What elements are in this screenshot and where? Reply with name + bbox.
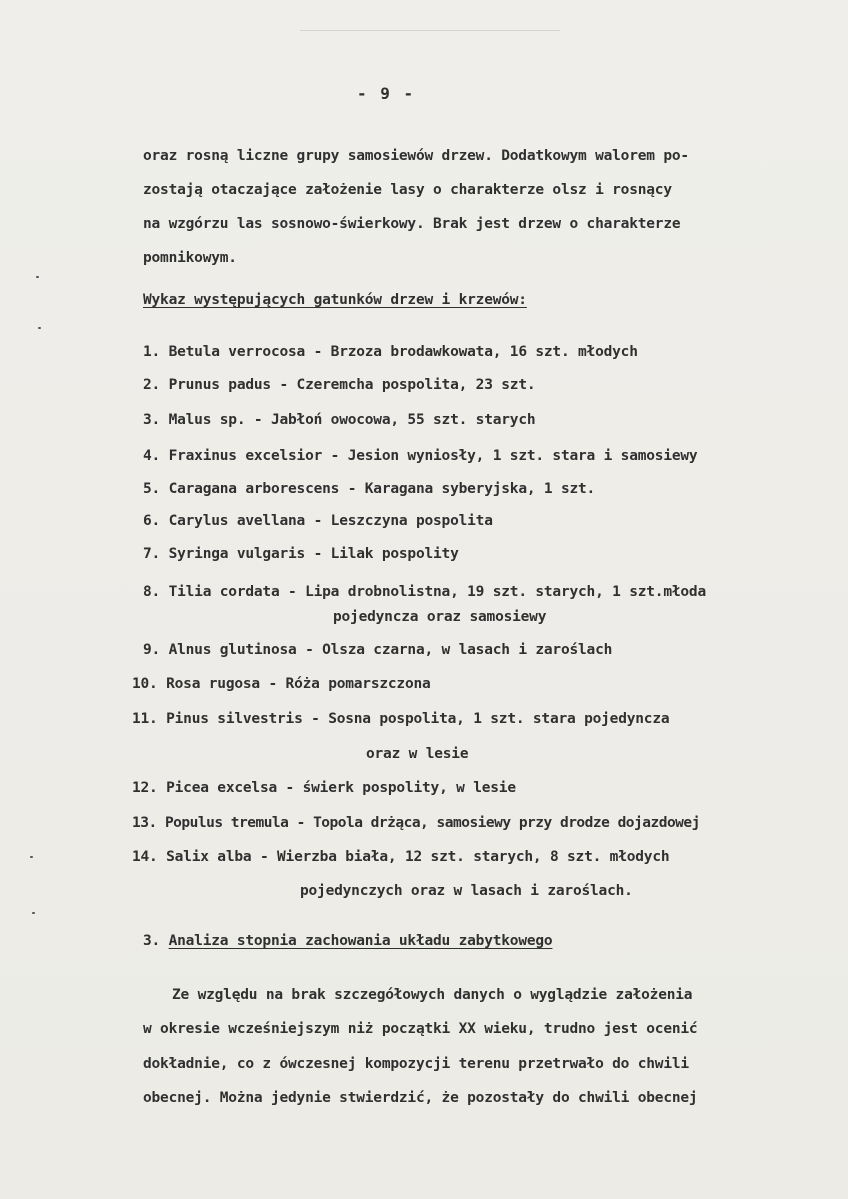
list-item-number: 10. bbox=[132, 676, 158, 692]
list-item bbox=[132, 780, 516, 796]
list-item-text: Picea excelsa - świerk pospolity, w lesie bbox=[166, 780, 516, 796]
list-item-text: Alnus glutinosa - Olsza czarna, w lasach i zaroślach bbox=[168, 642, 613, 658]
list-item-number: 13. bbox=[132, 815, 157, 831]
scan-speck bbox=[36, 276, 39, 278]
list-item bbox=[132, 676, 431, 692]
scan-speck bbox=[30, 856, 33, 858]
list-item bbox=[143, 377, 535, 393]
list-item-number: 14. bbox=[132, 849, 158, 865]
scan-edge-mark bbox=[300, 30, 560, 31]
list-item-number: 1. bbox=[143, 344, 161, 360]
list-item-number: 12. bbox=[132, 780, 158, 796]
list-item bbox=[143, 642, 612, 658]
list-item-text: Rosa rugosa - Róża pomarszczona bbox=[166, 676, 431, 692]
paragraph2-line-4: obecnej. Można jedynie stwierdzić, że pozostały do chwili obecnej bbox=[143, 1090, 698, 1106]
list-item-number: 7. bbox=[143, 546, 161, 562]
section-number: 3. bbox=[143, 933, 161, 949]
list-item-text: Tilia cordata - Lipa drobnolistna, 19 szt. starych, 1 szt.młoda bbox=[168, 584, 706, 600]
list-item bbox=[143, 344, 638, 360]
list-item-text: Prunus padus - Czeremcha pospolita, 23 szt. bbox=[168, 377, 536, 393]
list-item bbox=[132, 711, 669, 727]
list-item-text: Betula verrocosa - Brzoza brodawkowata, 16 szt. młodych bbox=[168, 344, 638, 360]
list-item bbox=[132, 849, 669, 865]
list-item-number: 6. bbox=[143, 513, 161, 529]
list-item bbox=[132, 815, 700, 831]
list-item-text: Populus tremula - Topola drżąca, samosiewy przy drodze dojazdowej bbox=[164, 815, 700, 831]
list-item-text: Malus sp. - Jabłoń owocowa, 55 szt. starych bbox=[168, 412, 536, 428]
list-item-continuation: pojedyncza oraz samosiewy bbox=[333, 609, 547, 625]
list-item bbox=[143, 513, 493, 529]
list-item-number: 11. bbox=[132, 711, 158, 727]
paragraph2-line-1: Ze względu na brak szczegółowych danych o wyglądzie założenia bbox=[172, 987, 693, 1003]
list-item-text: Syringa vulgaris - Lilak pospolity bbox=[168, 546, 459, 562]
section-title: Analiza stopnia zachowania układu zabytkowego bbox=[168, 933, 553, 949]
list-item-number: 5. bbox=[143, 481, 161, 497]
paragraph1-line-1: oraz rosną liczne grupy samosiewów drzew. Dodatkowym walorem po- bbox=[143, 148, 689, 164]
list-item-number: 9. bbox=[143, 642, 161, 658]
list-item-number: 2. bbox=[143, 377, 161, 393]
list-item-number: 8. bbox=[143, 584, 161, 600]
section-heading bbox=[143, 933, 552, 949]
list-item bbox=[143, 412, 535, 428]
scan-speck bbox=[38, 327, 41, 329]
list-item-text: Salix alba - Wierzba biała, 12 szt. starych, 8 szt. młodych bbox=[166, 849, 670, 865]
list-item-text: Fraxinus excelsior - Jesion wyniosły, 1 szt. stara i samosiewy bbox=[168, 448, 698, 464]
list-item bbox=[143, 584, 706, 600]
list-item bbox=[143, 448, 697, 464]
list-item-continuation: pojedynczych oraz w lasach i zaroślach. bbox=[300, 883, 633, 899]
scan-speck bbox=[32, 912, 35, 914]
list-item bbox=[143, 481, 595, 497]
page-number: - 9 - bbox=[357, 84, 416, 103]
list-item-text: Carylus avellana - Leszczyna pospolita bbox=[168, 513, 493, 529]
paragraph1-line-2: zostają otaczające założenie lasy o charakterze olsz i rosnący bbox=[143, 182, 672, 198]
list-item-text: Caragana arborescens - Karagana syberyjska, 1 szt. bbox=[168, 481, 596, 497]
list-item-text: Pinus silvestris - Sosna pospolita, 1 szt. stara pojedyncza bbox=[166, 711, 670, 727]
list-item-continuation: oraz w lesie bbox=[366, 746, 469, 762]
list-heading: Wykaz występujących gatunków drzew i krzewów: bbox=[143, 292, 527, 308]
paragraph2-line-3: dokładnie, co z ówczesnej kompozycji terenu przetrwało do chwili bbox=[143, 1056, 689, 1072]
paragraph2-line-2: w okresie wcześniejszym niż początki XX wieku, trudno jest ocenić bbox=[143, 1021, 698, 1037]
list-item-number: 4. bbox=[143, 448, 161, 464]
paragraph1-line-3: na wzgórzu las sosnowo-świerkowy. Brak jest drzew o charakterze bbox=[143, 216, 681, 232]
paragraph1-line-4: pomnikowym. bbox=[143, 250, 237, 266]
list-item-number: 3. bbox=[143, 412, 161, 428]
list-item bbox=[143, 546, 459, 562]
